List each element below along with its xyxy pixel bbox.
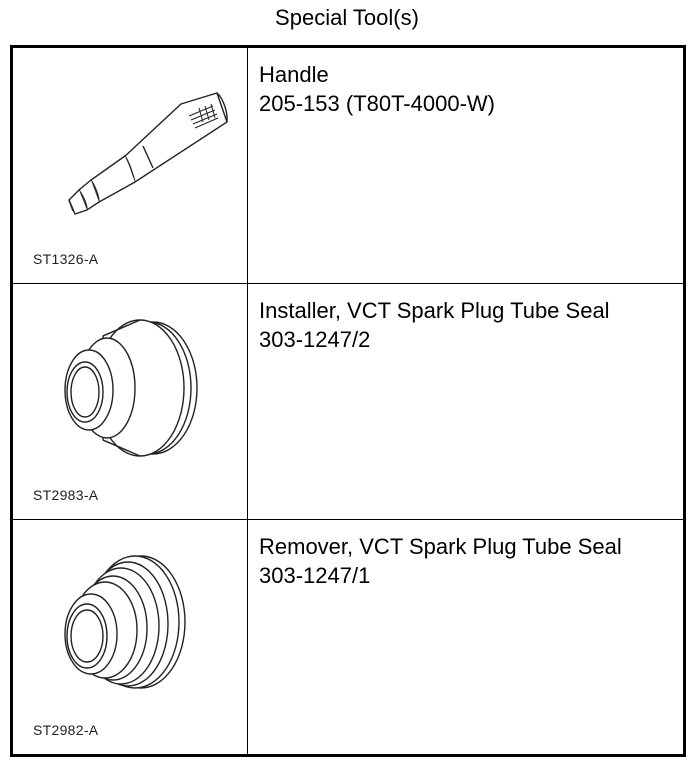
table-row [13, 520, 683, 754]
tool-code: ST2983-A [33, 487, 99, 503]
tool-description [259, 532, 622, 590]
tool-number: 205-153 (T80T-4000-W) [259, 91, 495, 116]
table-row [13, 48, 683, 284]
handle-tool-icon [13, 48, 248, 284]
tool-name: Remover, VCT Spark Plug Tube Seal [259, 534, 622, 559]
tool-code: ST2982-A [33, 722, 99, 738]
tool-image-cell [13, 48, 248, 283]
tool-image-cell [13, 520, 248, 754]
tool-code: ST1326-A [33, 251, 99, 267]
tool-description [259, 60, 495, 118]
remover-tool-icon [13, 520, 248, 754]
tool-number: 303-1247/1 [259, 563, 371, 588]
tool-name: Installer, VCT Spark Plug Tube Seal [259, 298, 610, 323]
tool-name: Handle [259, 62, 329, 87]
table-row [13, 284, 683, 520]
special-tools-table [10, 45, 686, 757]
tool-description [259, 296, 610, 354]
installer-tool-icon [13, 284, 248, 520]
page-title: Special Tool(s) [275, 5, 419, 30]
tool-number: 303-1247/2 [259, 327, 371, 352]
tool-image-cell [13, 284, 248, 519]
